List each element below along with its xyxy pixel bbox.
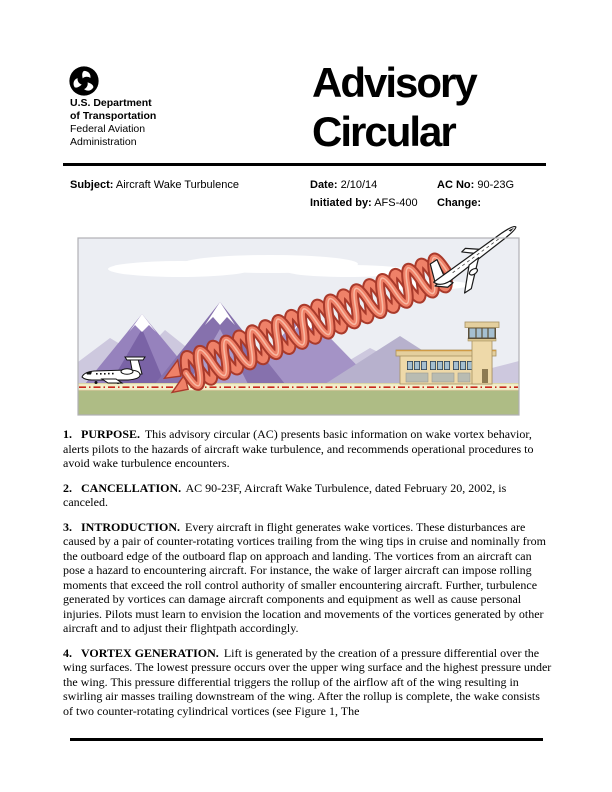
title-line-2: Circular [312, 108, 455, 155]
footer-rule [70, 738, 543, 741]
date-label: Date: [310, 179, 338, 191]
paragraph-number: 2. [63, 480, 72, 495]
wake-turbulence-figure [70, 224, 540, 420]
title-line-1: Advisory [312, 59, 476, 106]
paragraph-cancellation [63, 481, 552, 510]
terminal-doors [406, 373, 470, 382]
paragraph-heading: INTRODUCTION. [81, 519, 181, 534]
meta-subject [70, 176, 239, 194]
agency-line: U.S. Department [70, 97, 152, 109]
meta-acno-column [437, 176, 514, 212]
wake-turbulence-illustration [70, 224, 540, 420]
paragraph-number: 1. [63, 427, 72, 441]
subject-value: Aircraft Wake Turbulence [115, 179, 239, 191]
paragraph-text: Every aircraft in flight generates wake vortices. These disturbances are caused by a pair of counter-rotating vortices trailing from the wing tips in cruise and nominally from the outboard edge of the outboard flap on approach and landing. The vortices from an aircraft can pose a hazard to encountering aircraft. For instance, the wake of larger aircraft can impose rolling moments that exceed the roll control authority of smaller encountering aircraft. Further, turbulence generated by vortices can damage aircraft components and equipment as well as cause personal injuries. Pilots must learn to envision the location and movements of the vortices generated by other aircraft and to adjust their flightpath accordingly. [63, 519, 546, 635]
paragraph-purpose [63, 427, 552, 471]
initiated-by-value: AFS-400 [374, 197, 418, 209]
dot-triskelion-logo-icon [69, 66, 99, 96]
subject-label: Subject: [70, 179, 114, 191]
agency-line: Administration [70, 136, 137, 148]
ac-no-value: 90-23G [477, 179, 515, 191]
paragraph-vortex-generation [63, 646, 552, 719]
initiated-by-label: Initiated by: [310, 197, 372, 209]
agency-line: Federal Aviation [70, 123, 146, 135]
paragraph-heading: PURPOSE. [81, 427, 141, 441]
agency-block [70, 97, 156, 149]
agency-line: of Transportation [70, 110, 157, 122]
ac-no-label: AC No: [437, 179, 475, 191]
document-body [63, 427, 552, 728]
terminal-windows [407, 361, 473, 370]
grass [78, 391, 519, 415]
paragraph-heading: VORTEX GENERATION. [81, 645, 219, 660]
header-rule [63, 163, 546, 166]
paragraph-text: Lift is generated by the creation of a pressure differential over the wing surfaces. The lowest pressure occurs over the upper wing surface and the highest pressure under the wing. This pressure differential triggers the rollup of the airflow aft of the wing resulting in swirling air masses trailing downstream of the wing. After the rollup is complete, the wake consists of two counter-rotating cylindrical vortices (see Figure 1, The [63, 645, 552, 718]
paragraph-text: AC 90-23F, Aircraft Wake Turbulence, dated February 20, 2002, is canceled. [63, 480, 507, 509]
paragraph-introduction [63, 520, 552, 636]
document-title [312, 58, 476, 156]
paragraph-text: This advisory circular (AC) presents basic information on wake vortex behavior, alerts pilots to the hazards of aircraft wake turbulence, and recommends operational procedures to avoid wake turbulence encounters. [63, 427, 534, 470]
meta-date-column [310, 176, 418, 212]
paragraph-number: 4. [63, 645, 72, 660]
change-label: Change: [437, 197, 481, 209]
paragraph-heading: CANCELLATION. [81, 480, 182, 495]
date-value: 2/10/14 [340, 179, 378, 191]
paragraph-number: 3. [63, 519, 72, 534]
